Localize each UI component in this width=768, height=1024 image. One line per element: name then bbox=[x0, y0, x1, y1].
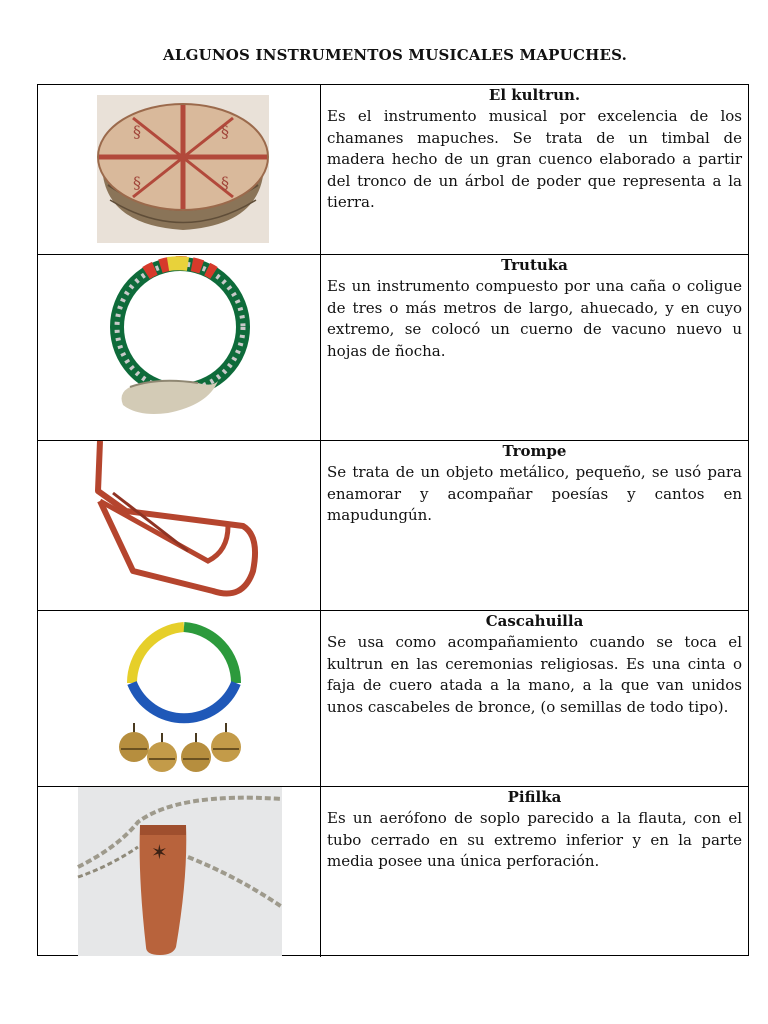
svg-text:§: § bbox=[221, 122, 229, 141]
trompe-jaw-harp-photo bbox=[38, 441, 321, 610]
pifilka-flute-photo bbox=[38, 787, 321, 956]
image-cell bbox=[38, 611, 321, 786]
instrument-description: Se usa como acompañamiento cuando se toca el kultrun en las ceremonias religiosas. Es una cinta o faja de cuero atada a la mano, a la que van unidos unos cascabeles de bronce, (o semillas de todo tipo). bbox=[327, 633, 742, 716]
image-cell bbox=[38, 441, 321, 610]
table-row-trompe bbox=[38, 441, 748, 611]
cascahuilla-bells-photo bbox=[38, 611, 321, 786]
image-cell bbox=[38, 787, 321, 957]
table-row-kultrun bbox=[38, 85, 748, 255]
trutuka-horn-photo bbox=[38, 255, 321, 440]
kultrun-drum-photo bbox=[38, 85, 321, 254]
instrument-description: Es un instrumento compuesto por una caña o coligue de tres o más metros de largo, ahuecado, y en cuyo extremo, se colocó un cuerno de vacuno nuevo u hojas de ñocha. bbox=[327, 277, 742, 360]
instrument-name: Trompe bbox=[502, 442, 567, 460]
instrument-description: Se trata de un objeto metálico, pequeño, se usó para enamorar y acompañar poesías y cantos en mapudungún. bbox=[327, 463, 742, 524]
image-cell bbox=[38, 85, 321, 254]
table-row-trutuka bbox=[38, 255, 748, 441]
svg-text:✶: ✶ bbox=[151, 840, 168, 864]
page-title: ALGUNOS INSTRUMENTOS MUSICALES MAPUCHES. bbox=[162, 46, 628, 64]
svg-text:§: § bbox=[221, 173, 229, 192]
table-row-cascahuilla bbox=[38, 611, 748, 787]
table-row-pifilka bbox=[38, 787, 748, 957]
instrument-name: Pifilka bbox=[507, 788, 562, 806]
instrument-name: Trutuka bbox=[501, 256, 568, 274]
instrument-name: El kultrun. bbox=[488, 86, 581, 104]
instrument-name: Cascahuilla bbox=[485, 612, 584, 630]
image-cell bbox=[38, 255, 321, 440]
svg-text:§: § bbox=[133, 122, 141, 141]
instrument-description: Es un aerófono de soplo parecido a la flauta, con el tubo cerrado en su extremo inferior y en la parte media posee una única perforación. bbox=[327, 809, 742, 870]
instrument-description: Es el instrumento musical por excelencia de los chamanes mapuches. Se trata de un timbal de madera hecho de un gran cuenco elaborado a partir del tronco de un árbol de poder que representa a la tierra. bbox=[327, 107, 742, 211]
svg-text:§: § bbox=[133, 173, 141, 192]
instruments-table bbox=[37, 84, 749, 956]
